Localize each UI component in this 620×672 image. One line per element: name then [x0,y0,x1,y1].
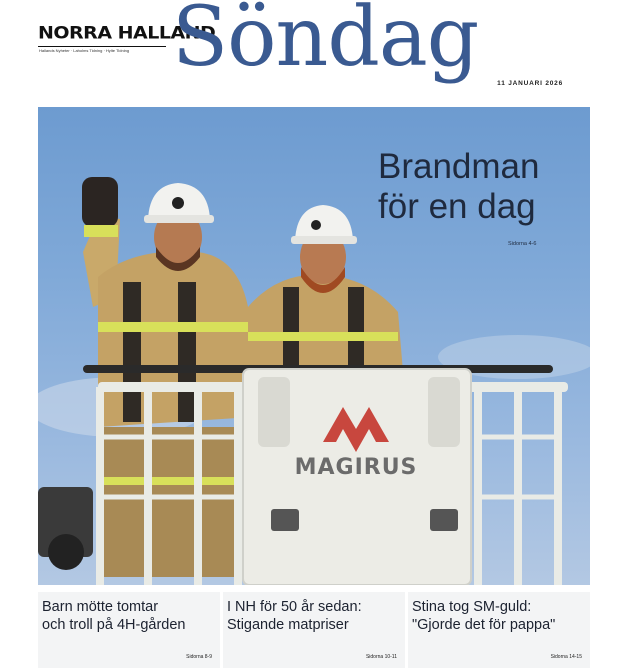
teaser-page-ref: Sidorna 10-11 [365,654,397,660]
teaser-item[interactable] [38,592,220,668]
teaser-page-ref: Sidorna 8-9 [186,654,212,660]
firefighter-left [82,177,253,577]
vehicle-brand-text: MAGIRUS [294,455,418,480]
teaser-page-ref: Sidorna 14-15 [550,654,582,660]
firefighter-right [248,205,403,377]
issue-date: 11 JANUARI 2026 [497,80,563,87]
teaser-title: I NH för 50 år sedan: Stigande matpriser [227,599,362,633]
teaser-row [38,592,590,668]
headline-line-2: för en dag [378,187,536,226]
brand-logo: NORRA HALLAND [38,23,216,43]
section-title: Söndag [172,0,479,85]
teaser-item[interactable] [405,592,590,668]
teaser-item[interactable] [220,592,405,668]
headline-line-1: Brandman [378,147,540,186]
brand-tagline: Hallands Nyheter · Laholms Tidning · Hylte Tidning [39,48,130,53]
cover-headline [378,147,578,227]
cover-photo [38,107,590,585]
headline-page-ref: Sidorna 4-6 [508,241,537,247]
teaser-title: Stina tog SM-guld: "Gjorde det för pappa" [412,599,556,633]
brand-rule [38,46,166,47]
masthead [38,0,593,104]
teaser-title: Barn mötte tomtar och troll på 4H-gården [42,599,186,633]
